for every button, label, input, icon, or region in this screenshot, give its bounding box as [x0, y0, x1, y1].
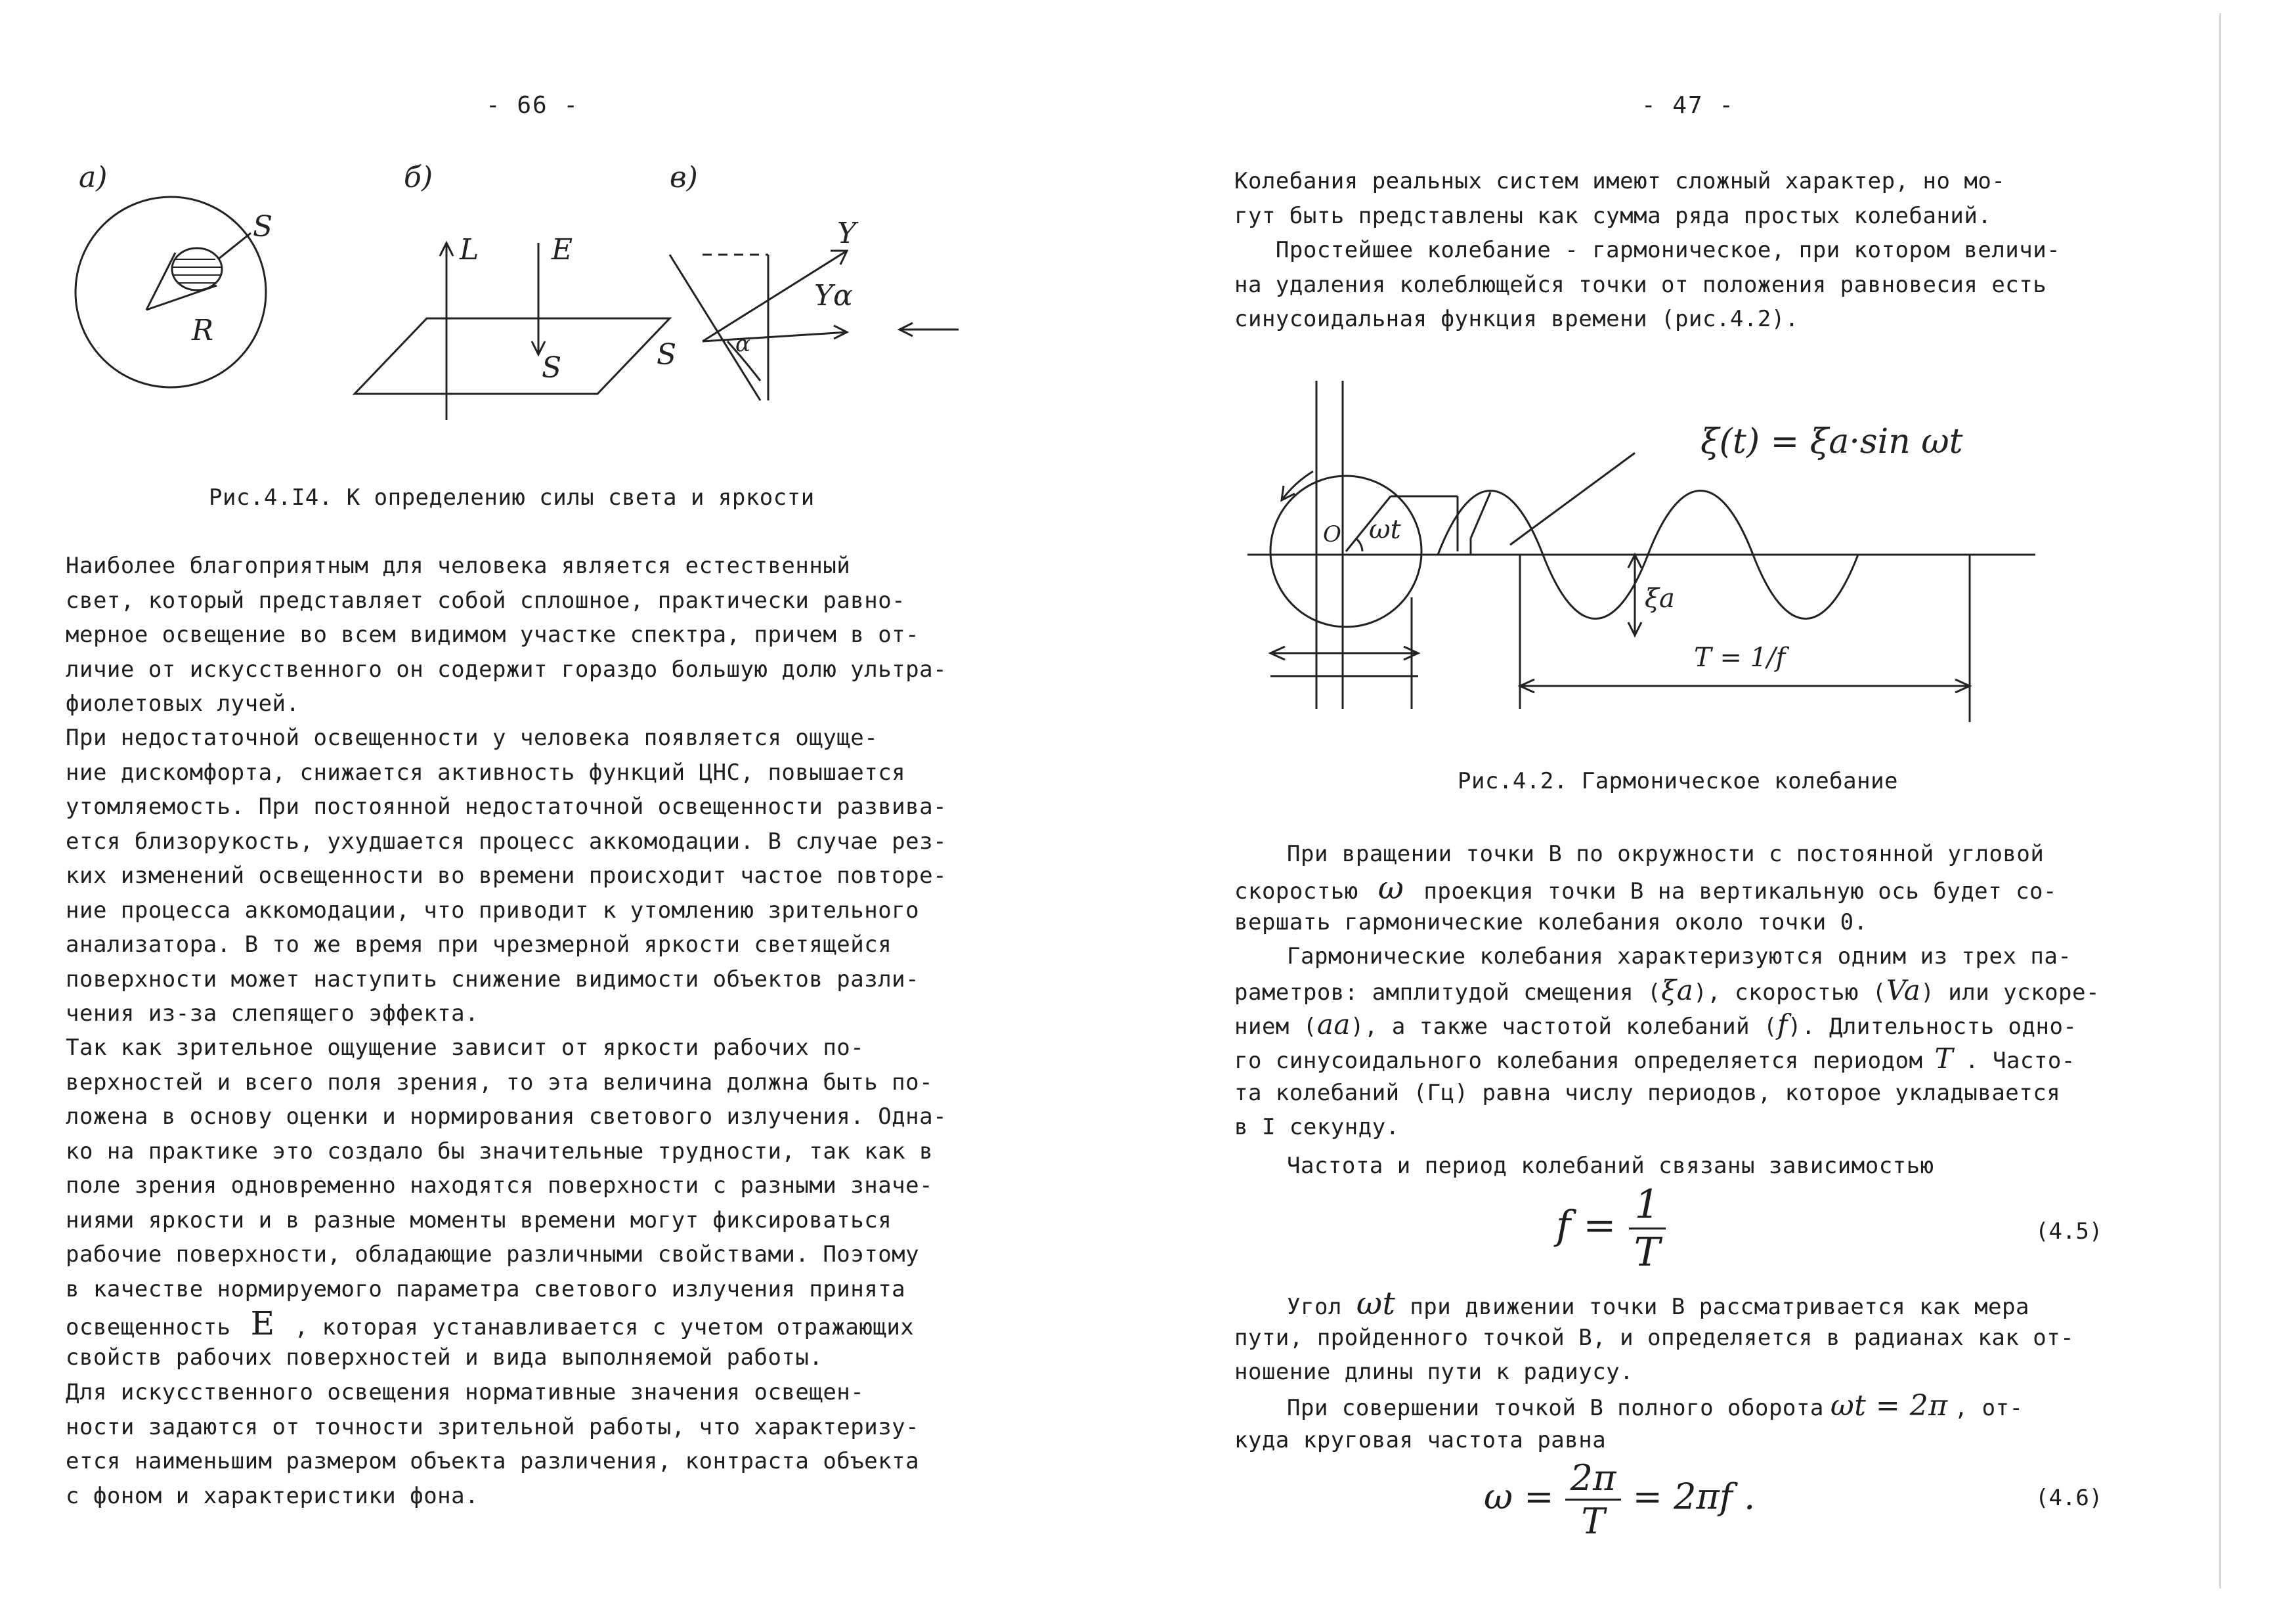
- text-run: при движении точки В рассматривается как мера: [1410, 1294, 2029, 1320]
- label-amplitude: ξa: [1645, 584, 1675, 614]
- source-patch: [172, 248, 222, 290]
- equation-4-5: [1556, 1182, 1666, 1275]
- text-run: ). Длительность одно-: [1788, 1014, 2077, 1040]
- symbol-va: Va: [1886, 974, 1921, 1006]
- label-s-a: S: [253, 210, 273, 244]
- sphere-circle: [76, 197, 266, 387]
- symbol-aa: aa: [1316, 1008, 1351, 1040]
- eq-rhs: = 2πf .: [1632, 1476, 1756, 1518]
- figure-4-14: [39, 144, 985, 446]
- paragraph-3: Так как зрительное ощущение зависит от яркости рабочих по- верхностей и всего поля зрения, то эта величина должна быть по- ложена в основу оценки и нормирования светового излучения. Одна- ко на практике это создало бы значительные трудности, так как в поле зрения одновременно находятся поверхности с разными значе- ниями яркости и в разные моменты времени могут фиксироваться рабочие поверхности, обладающие различными свойствами. Поэтому в качестве нормируемого параметра светового излучения принята: [66, 1035, 947, 1302]
- p4-line1: [1287, 1287, 2029, 1325]
- text-run: проекция точки В на вертикальную ось будет со-: [1423, 878, 2057, 905]
- intro-paragraph: Колебания реальных систем имеют сложный характер, но мо- гут быть представлены как сумма ряда простых колебаний. Простейшее колебание - гармоническое, при котором величи- на удаления колеблющейся точки от положения равновесия есть синусоидальная функция времени (рис.4.2).: [1234, 168, 2061, 332]
- label-omega-t: ωt: [1369, 515, 1401, 545]
- left-page: [0, 0, 1116, 1624]
- panel-a-label: a): [79, 161, 108, 194]
- figure-caption: Рис.4.I4. К определению силы света и яркости: [209, 484, 815, 511]
- equation-number: (4.5): [2035, 1218, 2103, 1245]
- paragraph-4: Для искусственного освещения нормативные значения освещен- ности задаются от точности зрительной работы, что характеризу- ется наименьшим размером объекта различения, контраста объекта с фоном и характеристики фона.: [66, 1379, 920, 1509]
- p4-line2: пути, пройденного точкой В, и определяется в радианах как от-: [1234, 1325, 2075, 1351]
- p5-line1: [1287, 1389, 2024, 1426]
- symbol-omega-t: ωt: [1356, 1285, 1396, 1322]
- text-run: нием (: [1234, 1014, 1317, 1040]
- p4-line3: ношение длины пути к радиусу.: [1234, 1359, 1634, 1385]
- text-run: . Часто-: [1965, 1048, 2075, 1074]
- symbol-omega: ω: [1377, 870, 1404, 907]
- p2-line1: Гармонические колебания характеризуются одним из трех па-: [1287, 943, 2072, 970]
- label-l: L: [460, 233, 479, 267]
- p2-line3: [1234, 1008, 2077, 1044]
- illuminance-symbol: E: [250, 1304, 275, 1342]
- fraction: [1565, 1457, 1622, 1542]
- label-e: E: [552, 233, 573, 267]
- text-run: освещенность: [66, 1314, 231, 1340]
- plane: [355, 318, 670, 394]
- text-run: , от-: [1954, 1395, 2024, 1421]
- label-ya: Yα: [814, 279, 853, 312]
- text-run: ), скоростью (: [1693, 979, 1886, 1006]
- label-origin: O: [1323, 521, 1341, 547]
- figure-4-2: [1221, 354, 2127, 742]
- p1-line2: [1234, 871, 2057, 909]
- label-alpha: α: [735, 331, 750, 357]
- text-run: При совершении точкой В полного оборота: [1287, 1395, 1824, 1421]
- p1-line3: вершать гармонические колебания около точки 0.: [1234, 909, 1868, 935]
- figure-caption: Рис.4.2. Гармоническое колебание: [1458, 768, 1899, 794]
- text-run: ) или ускоре-: [1920, 979, 2100, 1006]
- label-s-b: S: [542, 351, 562, 385]
- label-y: Y: [837, 217, 857, 250]
- harmonic-formula: ξ(t) = ξa·sin ωt: [1700, 422, 1963, 461]
- fraction: [1629, 1182, 1666, 1275]
- p2-line4: [1234, 1042, 2075, 1079]
- text-run: го синусоидального колебания определяется периодом: [1234, 1048, 1923, 1074]
- denominator: T: [1581, 1501, 1605, 1542]
- p3: Частота и период колебаний связаны зависимостью: [1287, 1153, 1934, 1179]
- symbol-f: f: [1777, 1008, 1788, 1040]
- label-period: T = 1/f: [1694, 643, 1786, 673]
- paragraph-2: При недостаточной освещенности у человека появляется ощуще- ние дискомфорта, снижается активность функций ЦНС, повышается утомляемость. При постоянной недостаточной освещенности развива- ется близорукость, ухудшается процесс аккомодации. В случае рез- ких изменений освещенности во времени происходит частое повторе- ние процесса аккомодации, что приводит к утомлению зрительного анализатора. В то же время при чрезмерной яркости светящейся поверхности может наступить снижение видимости объектов разли- чения из-за слепящего эффекта.: [66, 725, 947, 1027]
- panel-c-label: в): [670, 161, 698, 194]
- p5-line2: куда круговая частота равна: [1234, 1427, 1607, 1453]
- label-s-c: S: [657, 338, 677, 372]
- denominator: T: [1634, 1229, 1660, 1275]
- paragraph-3-line: [66, 1306, 914, 1345]
- page-number: - 66 -: [486, 92, 580, 119]
- symbol-xa: ξa: [1661, 974, 1694, 1006]
- p1-line1: При вращении точки В по окружности с постоянной угловой: [1287, 841, 2045, 867]
- paragraph-1: Наиболее благоприятным для человека является естественный свет, который представляет собой сплошное, практически равно- мерное освещение во всем видимом участке спектра, причем в от- личие от искусственного он содержит гораздо большую долю ультра- фиолетовых лучей.: [66, 553, 947, 717]
- eq-lhs: ω =: [1484, 1476, 1554, 1518]
- symbol-t: T: [1934, 1042, 1954, 1075]
- text-run: скоростью: [1234, 878, 1358, 905]
- label-r: R: [192, 314, 214, 347]
- p2-line2: [1234, 973, 2100, 1010]
- numerator: 1: [1629, 1182, 1666, 1229]
- equation-number: (4.6): [2035, 1485, 2103, 1511]
- text-run: , которая устанавливается с учетом отражающих: [294, 1314, 915, 1340]
- text-run: ), а также частотой колебаний (: [1350, 1014, 1777, 1040]
- right-page: [1169, 0, 2219, 1624]
- p2-line5: та колебаний (Гц) равна числу периодов, которое укладывается: [1234, 1080, 2061, 1106]
- text-run: раметров: амплитудой смещения (: [1234, 979, 1662, 1006]
- panel-b-label: б): [404, 161, 433, 194]
- equation-4-6: [1484, 1457, 1755, 1542]
- page-number: - 47 -: [1641, 92, 1735, 119]
- p2-line6: в I секунду.: [1234, 1114, 1400, 1140]
- symbol-full-turn: ωt = 2π: [1830, 1389, 1948, 1422]
- text-run: Угол: [1287, 1294, 1342, 1320]
- numerator: 2π: [1565, 1457, 1622, 1501]
- page-edge: [2219, 13, 2221, 1589]
- paragraph-3-end: свойств рабочих поверхностей и вида выполняемой работы.: [66, 1344, 823, 1371]
- eq-lhs: f =: [1556, 1203, 1616, 1249]
